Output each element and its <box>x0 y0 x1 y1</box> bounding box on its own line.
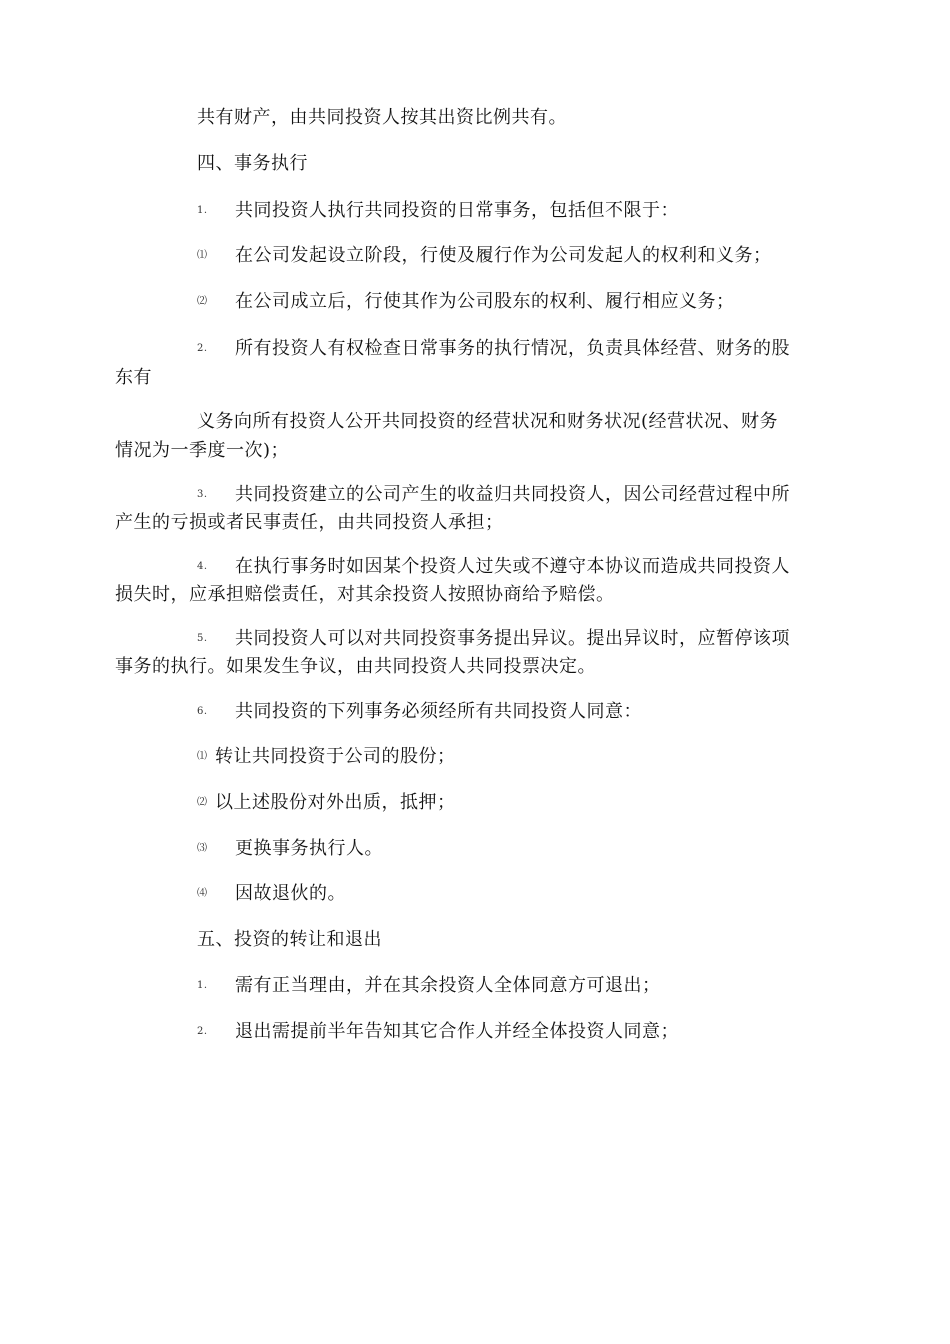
list-text: 共同投资建立的公司产生的收益归共同投资人，因公司经营过程中所 <box>235 484 790 505</box>
sub-item-1-1 <box>197 242 772 270</box>
list-text: 以上述股份对外出质，抵押； <box>215 792 456 813</box>
list-number: 6. <box>197 706 208 717</box>
sub-item-6-3 <box>197 835 383 863</box>
list-item-5-line2: 事务的执行。如果发生争议，由共同投资人共同投票决定。 <box>115 656 596 677</box>
list-text: 共同投资的下列事务必须经所有共同投资人同意： <box>235 701 642 722</box>
list-number: 5. <box>197 633 208 644</box>
list-text: 在公司发起设立阶段，行使及履行作为公司发起人的权利和义务； <box>235 245 772 266</box>
list-text: 共同投资人执行共同投资的日常事务，包括但不限于： <box>235 200 679 221</box>
list-text: 在公司成立后，行使其作为公司股东的权利、履行相应义务； <box>235 291 735 312</box>
sub-item-6-4 <box>197 880 346 908</box>
section-heading-5: 五、投资的转让和退出 <box>197 929 382 950</box>
sub-item-1-2 <box>197 288 735 316</box>
list-item-5-2 <box>197 1018 679 1046</box>
list-item-5-1 <box>197 972 661 1000</box>
list-number: 1. <box>197 205 208 216</box>
paragraph-2b-line1: 义务向所有投资人公开共同投资的经营状况和财务状况(经营状况、财务 <box>197 411 779 432</box>
list-text: 需有正当理由，并在其余投资人全体同意方可退出； <box>235 975 661 996</box>
list-number: 2. <box>197 1026 208 1037</box>
list-item-3-line1 <box>197 481 790 509</box>
list-number: ⑵ <box>197 296 208 307</box>
list-item-2-line1 <box>197 335 790 363</box>
list-item-2-line2: 东有 <box>115 367 152 388</box>
list-number: 4. <box>197 561 208 572</box>
list-text: 在执行事务时如因某个投资人过失或不遵守本协议而造成共同投资人 <box>235 556 790 577</box>
list-number: ⑴ <box>197 751 208 762</box>
list-text: 共同投资人可以对共同投资事务提出异议。提出异议时，应暂停该项 <box>235 628 790 649</box>
paragraph-continuation: 共有财产，由共同投资人按其出资比例共有。 <box>197 107 567 128</box>
paragraph-2b-line2: 情况为一季度一次)； <box>115 440 290 461</box>
list-text: 退出需提前半年告知其它合作人并经全体投资人同意； <box>235 1021 679 1042</box>
list-text: 因故退伙的。 <box>235 883 346 904</box>
list-item-3-line2: 产生的亏损或者民事责任，由共同投资人承担； <box>115 512 504 533</box>
list-text: 更换事务执行人。 <box>235 838 383 859</box>
list-item-4-line1 <box>197 553 790 581</box>
list-item-4-line2: 损失时，应承担赔偿责任，对其余投资人按照协商给予赔偿。 <box>115 584 615 605</box>
list-number: 2. <box>197 343 208 354</box>
section-heading-4: 四、事务执行 <box>197 153 308 174</box>
list-item-6 <box>197 698 642 726</box>
list-number: 1. <box>197 980 208 991</box>
list-item-1 <box>197 197 679 225</box>
list-text: 转让共同投资于公司的股份； <box>215 746 456 767</box>
list-item-5-line1 <box>197 625 790 653</box>
list-number: ⑴ <box>197 250 208 261</box>
list-number: ⑷ <box>197 888 208 899</box>
list-number: ⑶ <box>197 843 208 854</box>
list-number: 3. <box>197 489 208 500</box>
sub-item-6-1 <box>197 743 456 771</box>
list-text: 所有投资人有权检查日常事务的执行情况，负责具体经营、财务的股 <box>235 338 790 359</box>
sub-item-6-2 <box>197 789 456 817</box>
list-number: ⑵ <box>197 797 208 808</box>
